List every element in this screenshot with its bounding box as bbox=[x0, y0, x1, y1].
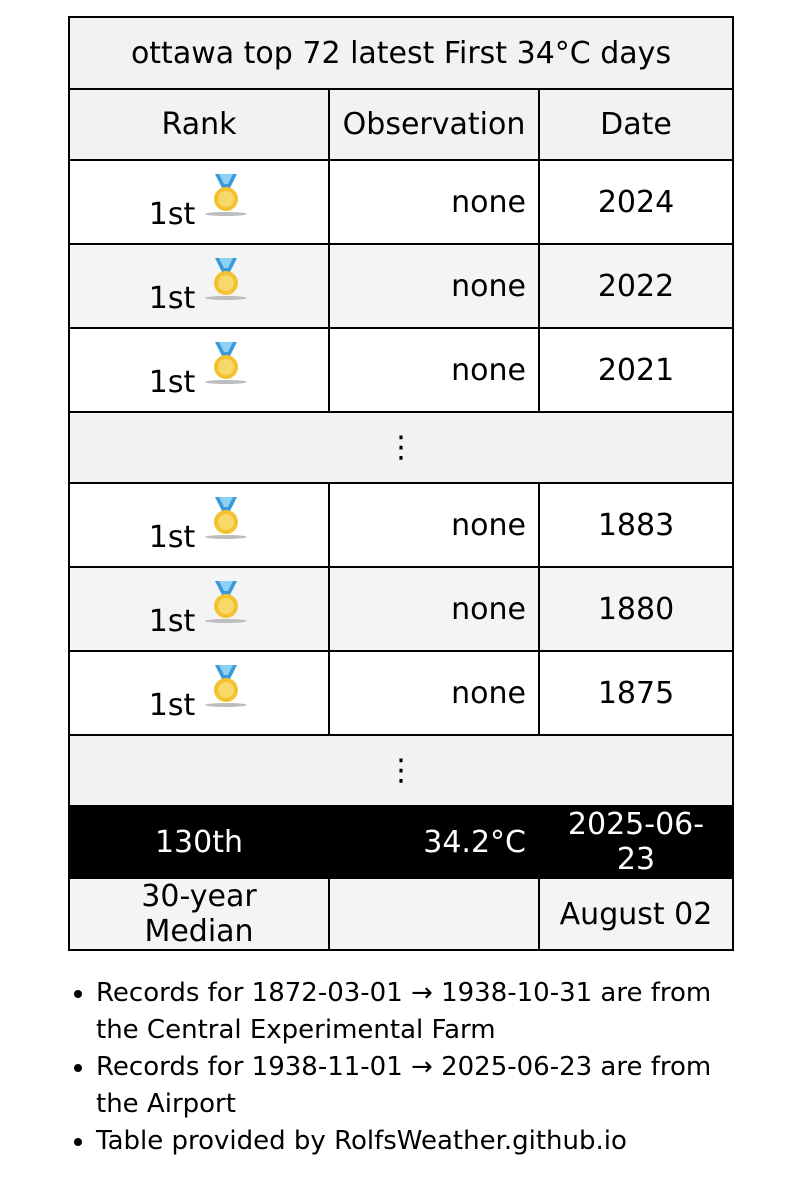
date-cell: 2022 bbox=[539, 244, 733, 328]
current-rank: 130th bbox=[69, 806, 329, 878]
gold-medal-icon bbox=[203, 493, 249, 541]
note-item: • Records for 1938-11-01 → 2025-06-23 are from the Airport bbox=[96, 1049, 756, 1123]
median-row bbox=[69, 878, 733, 950]
ellipsis-row bbox=[69, 735, 733, 806]
gold-medal-icon bbox=[203, 338, 249, 386]
rank-label: 1st bbox=[148, 281, 196, 316]
rank-label: 1st bbox=[148, 688, 196, 723]
notes-list bbox=[48, 975, 756, 1160]
table-title-row bbox=[69, 17, 733, 89]
gold-medal-icon bbox=[203, 254, 249, 302]
gold-medal-icon bbox=[203, 661, 249, 709]
rank-label: 1st bbox=[148, 197, 196, 232]
table-header-row bbox=[69, 89, 733, 160]
rank-label: 1st bbox=[148, 604, 196, 639]
date-cell: 1880 bbox=[539, 567, 733, 651]
observation-cell: none bbox=[329, 651, 539, 735]
observation-cell: none bbox=[329, 567, 539, 651]
date-cell: 2024 bbox=[539, 160, 733, 244]
date-header: Date bbox=[539, 89, 733, 160]
median-observation bbox=[329, 878, 539, 950]
observation-header: Observation bbox=[329, 89, 539, 160]
ellipsis-row bbox=[69, 412, 733, 483]
current-observation: 34.2°C bbox=[329, 806, 539, 878]
table-row bbox=[69, 328, 733, 412]
current-year-row bbox=[69, 806, 733, 878]
observation-cell: none bbox=[329, 244, 539, 328]
observation-cell: none bbox=[329, 160, 539, 244]
rank-cell bbox=[69, 328, 329, 412]
table-row bbox=[69, 651, 733, 735]
rank-header: Rank bbox=[69, 89, 329, 160]
date-cell: 1883 bbox=[539, 483, 733, 567]
table-row bbox=[69, 244, 733, 328]
gold-medal-icon bbox=[203, 170, 249, 218]
median-label: 30-year Median bbox=[69, 878, 329, 950]
table-row bbox=[69, 567, 733, 651]
date-cell: 2021 bbox=[539, 328, 733, 412]
note-item: • Table provided by RolfsWeather.github.io bbox=[96, 1123, 756, 1160]
table-row bbox=[69, 160, 733, 244]
rank-cell bbox=[69, 651, 329, 735]
note-item: • Records for 1872-03-01 → 1938-10-31 are from the Central Experimental Farm bbox=[96, 975, 756, 1049]
rank-label: 1st bbox=[148, 520, 196, 555]
table-title: ottawa top 72 latest First 34°C days bbox=[69, 17, 733, 89]
rank-cell bbox=[69, 567, 329, 651]
rank-label: 1st bbox=[148, 365, 196, 400]
rank-cell bbox=[69, 160, 329, 244]
observation-cell: none bbox=[329, 483, 539, 567]
records-table-container bbox=[68, 16, 732, 951]
date-cell: 1875 bbox=[539, 651, 733, 735]
gold-medal-icon bbox=[203, 577, 249, 625]
table-row bbox=[69, 483, 733, 567]
current-date: 2025-06-23 bbox=[539, 806, 733, 878]
median-date: August 02 bbox=[539, 878, 733, 950]
ellipsis: ⋮ bbox=[69, 735, 733, 806]
observation-cell: none bbox=[329, 328, 539, 412]
rank-cell bbox=[69, 483, 329, 567]
rank-cell bbox=[69, 244, 329, 328]
ellipsis: ⋮ bbox=[69, 412, 733, 483]
records-table bbox=[68, 16, 734, 951]
